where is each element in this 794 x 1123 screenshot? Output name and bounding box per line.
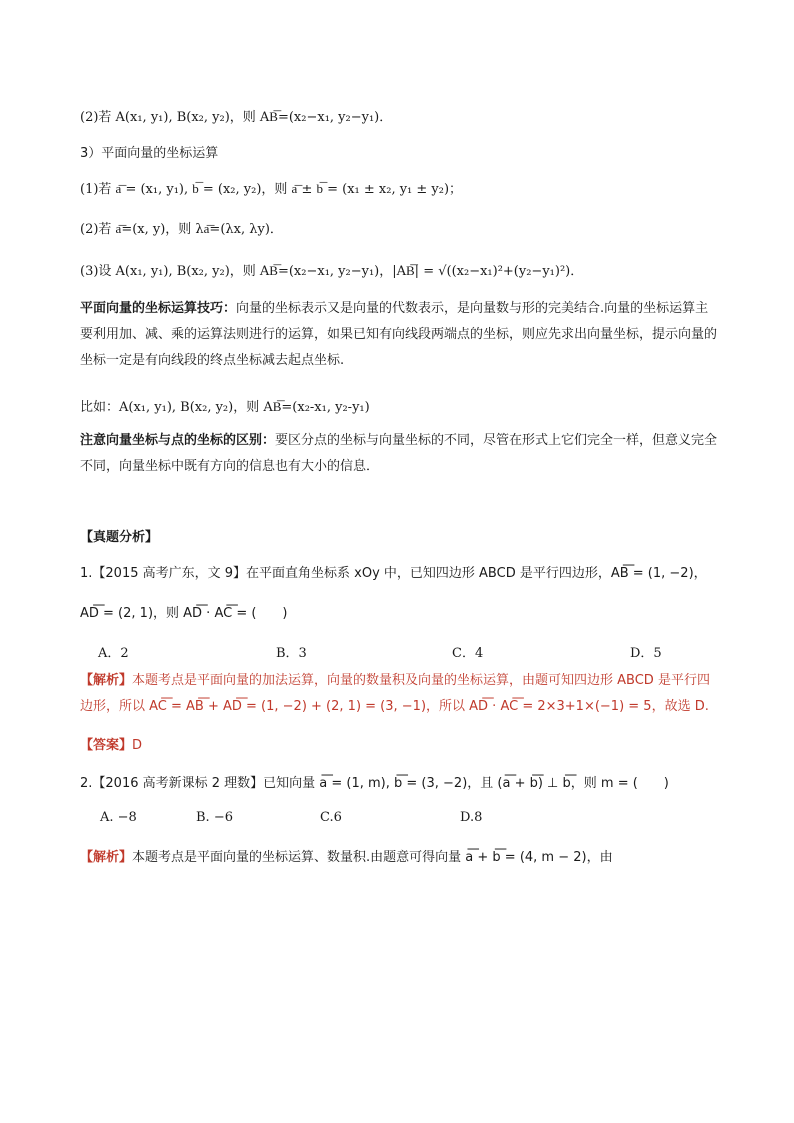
formula-line-magnitude: (3)设 A(x₁, y₁), B(x₂, y₂)，则 AB͞=(x₂−x₁, y₂−y₁)，|AB͞| = √((x₂−x₁)²+(y₂−y₁)²)． — [80, 264, 584, 279]
note-paragraph — [80, 428, 720, 480]
q2-stem: 2.【2016 高考新课标 2 理数】已知向量 a͞ = (1, m), b͞ = (3, −2)，且 (a͞ + b͞) ⊥ b͞，则 m = ( ) — [80, 776, 669, 791]
q1-answer-value: D — [132, 738, 143, 753]
q1-option-b: B．3 — [276, 646, 307, 661]
formula-line-add-subtract: (1)若 a͞ = (x₁, y₁), b͞ = (x₂, y₂)，则 a͞ ± b͞ = (x₁ ± x₂, y₁ ± y₂)； — [80, 182, 463, 197]
q2-option-c: C.6 — [320, 810, 342, 825]
tip-body: 向量的坐标表示又是向量的代数表示，是向量数与形的完美结合.向量的坐标运算主要利用加、减、乘的运算法则进行的运算，如果已知有向线段两端点的坐标，则应先求出向量坐标，提示向量的坐标一定是有向线段的终点坐标减去起点坐标. — [80, 301, 718, 368]
subsection-heading: 3）平面向量的坐标运算 — [80, 146, 219, 161]
q1-answer — [80, 736, 142, 756]
q1-option-a: A．2 — [98, 646, 129, 661]
tip-title: 平面向量的坐标运算技巧： — [80, 301, 237, 316]
q1-analysis-label: 【解析】 — [80, 673, 133, 688]
section-title: 【真题分析】 — [80, 530, 159, 545]
q2-option-d: D.8 — [460, 810, 483, 825]
q1-analysis-text: 本题考点是平面向量的加法运算，向量的数量积及向量的坐标运算，由题可知四边形 ABCD 是平行四边形，所以 AC͞ = AB͞ + AD͞ = (1, −2) + (2, 1) = (3, −1)，所以 AD͞ · AC͞ = 2×3+1×(−1) = 5，故选 D. — [80, 673, 710, 714]
q2-option-a: A. −8 — [100, 810, 137, 825]
note-title: 注意向量坐标与点的坐标的区别： — [80, 433, 276, 448]
q1-stem-line2: AD͞ = (2, 1)，则 AD͞ · AC͞ = ( ) — [80, 606, 288, 621]
q1-option-d: D．5 — [630, 646, 662, 661]
q1-stem-line1: 1.【2015 高考广东，文 9】在平面直角坐标系 xOy 中，已知四边形 ABCD 是平行四边形，AB͞ = (1, −2)， — [80, 566, 707, 581]
q2-analysis — [80, 848, 613, 868]
note-body: 要区分点的坐标与向量坐标的不同，尽管在形式上它们完全一样，但意义完全不同，向量坐标中既有方向的信息也有大小的信息． — [80, 433, 718, 474]
formula-line-scalar: (2)若 a͞=(x, y)，则 λa͞=(λx, λy)． — [80, 222, 283, 237]
q2-option-b: B. −6 — [196, 810, 233, 825]
q2-analysis-label: 【解析】 — [80, 850, 133, 865]
tip-paragraph — [80, 296, 720, 374]
q2-analysis-text: 本题考点是平面向量的坐标运算、数量积.由题意可得向量 a͞ + b͞ = (4, m − 2)，由 — [132, 850, 613, 865]
formula-line-ab-vector: (2)若 A(x₁, y₁), B(x₂, y₂)，则 AB͞=(x₂−x₁, y₂−y₁)． — [80, 110, 393, 125]
q1-option-c: C．4 — [452, 646, 484, 661]
example-line: 比如：A(x₁, y₁), B(x₂, y₂)，则 AB͞=(x₂-x₁, y₂-y₁) — [80, 400, 370, 415]
q1-answer-label: 【答案】 — [80, 738, 133, 753]
q1-analysis — [80, 668, 720, 720]
